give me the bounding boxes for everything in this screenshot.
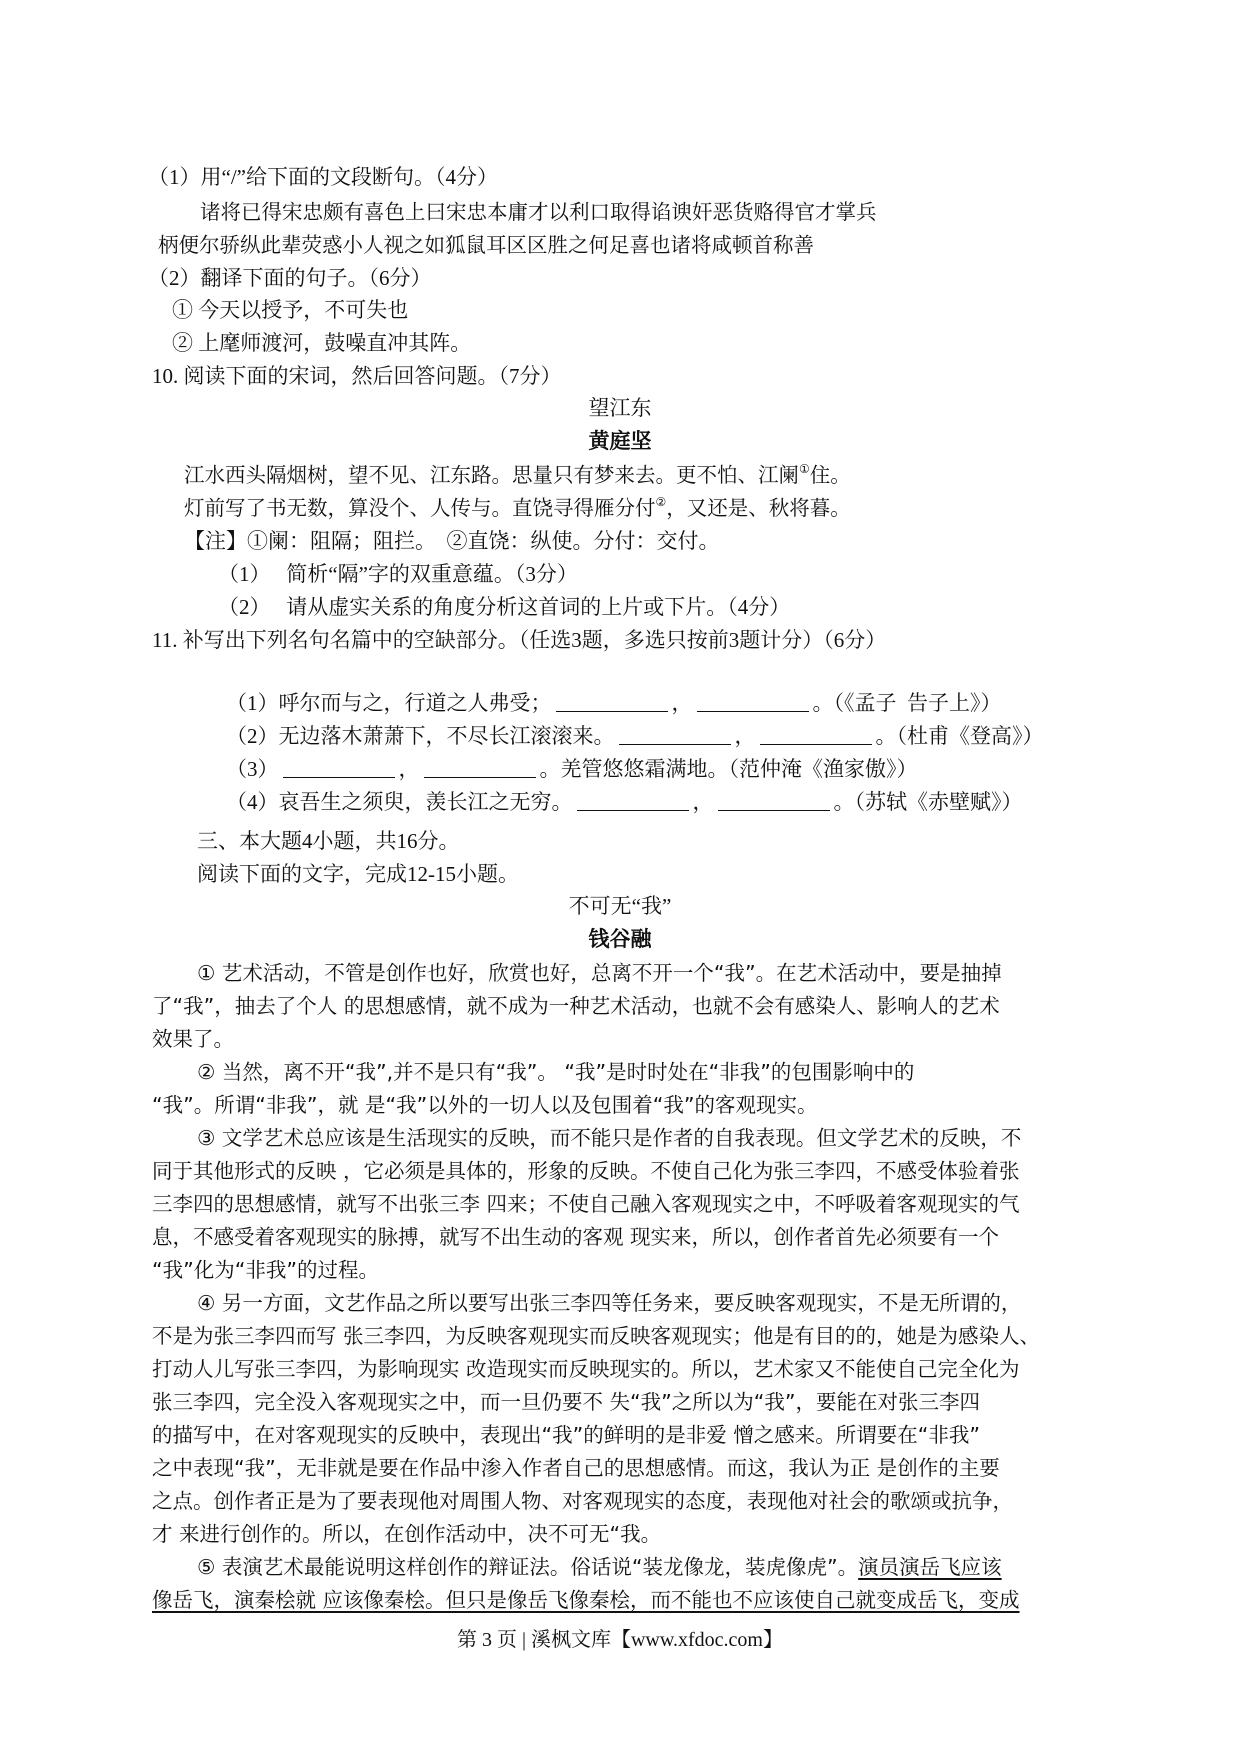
essay-line: 打动人儿写张三李四，为影响现实 改造现实而反映现实的。所以，艺术家又不能使自己完全化为 bbox=[152, 1357, 1020, 1381]
section3-instruction: 阅读下面的文字，完成12-15小题。 bbox=[197, 862, 519, 886]
separator: ， bbox=[671, 691, 693, 715]
q10-sub-1: （1） 简析“隔”字的双重意蕴。（3分） bbox=[218, 562, 578, 586]
essay-author: 钱谷融 bbox=[588, 927, 652, 951]
q9-passage-line-2: 柄便尔骄纵此辈荧惑小人视之如狐鼠耳区区胜之何足喜也诸将咸顿首称善 bbox=[158, 233, 814, 257]
q11-item-1-text: （1）呼尔而与之，行道之人弗受； bbox=[226, 691, 552, 715]
essay-line: 息，不感受着客观现实的脉搏，就写不出生动的客观 现实来，所以，创作者首先必须要有一个 bbox=[152, 1225, 1000, 1249]
essay-p5-underlined: 演员演岳飞应该 bbox=[858, 1555, 1002, 1579]
q9-part2-label: （2）翻译下面的句子。（6分） bbox=[148, 266, 432, 290]
separator: ， bbox=[692, 790, 714, 814]
q11-item-2-text: （2）无边落木萧萧下，不尽长江滚滚来。 bbox=[226, 724, 615, 748]
poem-note: 【注】①阑：阻隔；阻拦。 ②直饶：纵使。分付：交付。 bbox=[184, 529, 720, 553]
essay-line: ① 艺术活动，不管是创作也好，欣赏也好，总离不开一个“我”。在艺术活动中，要是抽掉 bbox=[197, 961, 1002, 985]
q10-heading: 10. 阅读下面的宋词，然后回答问题。（7分） bbox=[152, 364, 562, 388]
essay-line: 同于其他形式的反映 ，它必须是具体的，形象的反映。不使自己化为张三李四，不感受体验着张 bbox=[152, 1159, 1020, 1183]
q9-sentence-1: ① 今天以授予，不可失也 bbox=[172, 298, 409, 322]
poem-author: 黄庭坚 bbox=[588, 429, 652, 453]
poem-line-1-text: 江水西头隔烟树，望不见、江东路。思量只有梦来去。更不怕、江阑 bbox=[184, 463, 799, 487]
fill-blank[interactable] bbox=[577, 792, 689, 811]
note-marker-1: ① bbox=[799, 462, 810, 476]
note-marker-2: ② bbox=[655, 495, 667, 509]
essay-line: 之点。创作者正是为了要表现他对周围人物、对客观现实的态度，表现他对社会的歌颂或抗争， bbox=[152, 1489, 1013, 1513]
page-footer: 第 3 页 | 溪枫文库【www.xfdoc.com】 bbox=[456, 1629, 783, 1651]
q11-heading: 11. 补写出下列名句名篇中的空缺部分。（任选3题，多选只按前3题计分）（6分） bbox=[152, 628, 887, 652]
q11-item-1-source: 。（《孟子 告子上》） bbox=[812, 691, 1002, 715]
essay-p5-text: ⑤ 表演艺术最能说明这样创作的辩证法。俗话说“装龙像龙，装虎像虎”。 bbox=[197, 1555, 859, 1579]
q11-item-4-text: （4）哀吾生之须臾，羡长江之无穷。 bbox=[226, 790, 573, 814]
essay-paragraph-5-line-2: 像岳飞，演秦桧就 应该像秦桧。但只是像岳飞像秦桧，而不能也不应该使自己就变成岳飞，变成 bbox=[152, 1588, 1020, 1612]
q11-item-3-text: （3） bbox=[226, 757, 279, 781]
poem-line-2-text: 灯前写了书无数，算没个、人传与。直饶寻得雁分付 bbox=[184, 496, 656, 520]
essay-line: 了“我”，抽去了个人 的思想感情，就不成为一种艺术活动，也就不会有感染人、影响人的艺术 bbox=[152, 994, 1000, 1018]
poem-title: 望江东 bbox=[588, 396, 652, 420]
poem-line-2 bbox=[184, 493, 851, 523]
essay-line: 才 来进行创作的。所以，在创作活动中，决不可无“我。 bbox=[152, 1522, 662, 1546]
separator: ， bbox=[734, 724, 756, 748]
separator: ， bbox=[398, 757, 420, 781]
essay-line: 之中表现“我”，无非就是要在作品中渗入作者自己的思想感情。而这，我认为正 是创作的主要 bbox=[152, 1456, 1000, 1480]
poem-line-2-end: ，又还是、秋将暮。 bbox=[666, 496, 851, 520]
essay-title: 不可无“我” bbox=[568, 894, 672, 918]
q9-sentence-2: ② 上麾师渡河，鼓噪直冲其阵。 bbox=[172, 331, 472, 355]
essay-line: 三李四的思想感情，就写不出张三李 四来；不使自己融入客观现实之中，不呼吸着客观现实的气 bbox=[152, 1192, 1020, 1216]
essay-line: 不是为张三李四而写 张三李四，为反映客观现实而反映客观现实；他是有目的的，她是为感染人、 bbox=[152, 1324, 1041, 1348]
q11-item-2-source: 。（杜甫《登高》） bbox=[875, 724, 1044, 748]
section3-heading: 三、本大题4小题，共16分。 bbox=[197, 829, 460, 853]
q11-item-4-source: 。（苏轼《赤壁赋》） bbox=[833, 790, 1023, 814]
essay-line: ④ 另一方面，文艺作品之所以要写出张三李四等任务来，要反映客观现实，不是无所谓的， bbox=[197, 1291, 1022, 1315]
essay-paragraph-5-line-1 bbox=[197, 1552, 1002, 1582]
poem-line-1 bbox=[184, 460, 851, 490]
essay-line: “我”化为“非我”的过程。 bbox=[152, 1258, 379, 1282]
essay-line: 效果了。 bbox=[152, 1027, 234, 1051]
poem-line-1-end: 住。 bbox=[809, 463, 851, 487]
q11-item-3-source: 。羌管悠悠霜满地。（范仲淹《渔家傲》） bbox=[539, 757, 918, 781]
q9-passage-line-1: 诸将已得宋忠颇有喜色上曰宋忠本庸才以利口取得谄谀奸恶货赂得官才掌兵 bbox=[200, 200, 877, 224]
essay-line: ③ 文学艺术总应该是生活现实的反映，而不能只是作者的自我表现。但文学艺术的反映，不 bbox=[197, 1126, 1022, 1150]
essay-line: 的描写中，在对客观现实的反映中，表现出“我”的鲜明的是非爱 憎之感来。所谓要在“非我” bbox=[152, 1423, 980, 1447]
q9-part1-label: （1）用“/”给下面的文段断句。（4分） bbox=[148, 165, 498, 189]
essay-line: 张三李四，完全没入客观现实之中，而一旦仍要不 失“我”之所以为“我”，要能在对张三李四 bbox=[152, 1390, 980, 1414]
essay-line: “我”。所谓“非我”，就 是“我”以外的一切人以及包围着“我”的客观现实。 bbox=[152, 1093, 818, 1117]
q10-sub-2: （2） 请从虚实关系的角度分析这首词的上片或下片。（4分） bbox=[218, 595, 791, 619]
fill-blank[interactable] bbox=[718, 792, 830, 811]
essay-line: ② 当然，离不开“我”,并不是只有“我”。 “我”是时时处在“非我”的包围影响中的 bbox=[197, 1060, 915, 1084]
